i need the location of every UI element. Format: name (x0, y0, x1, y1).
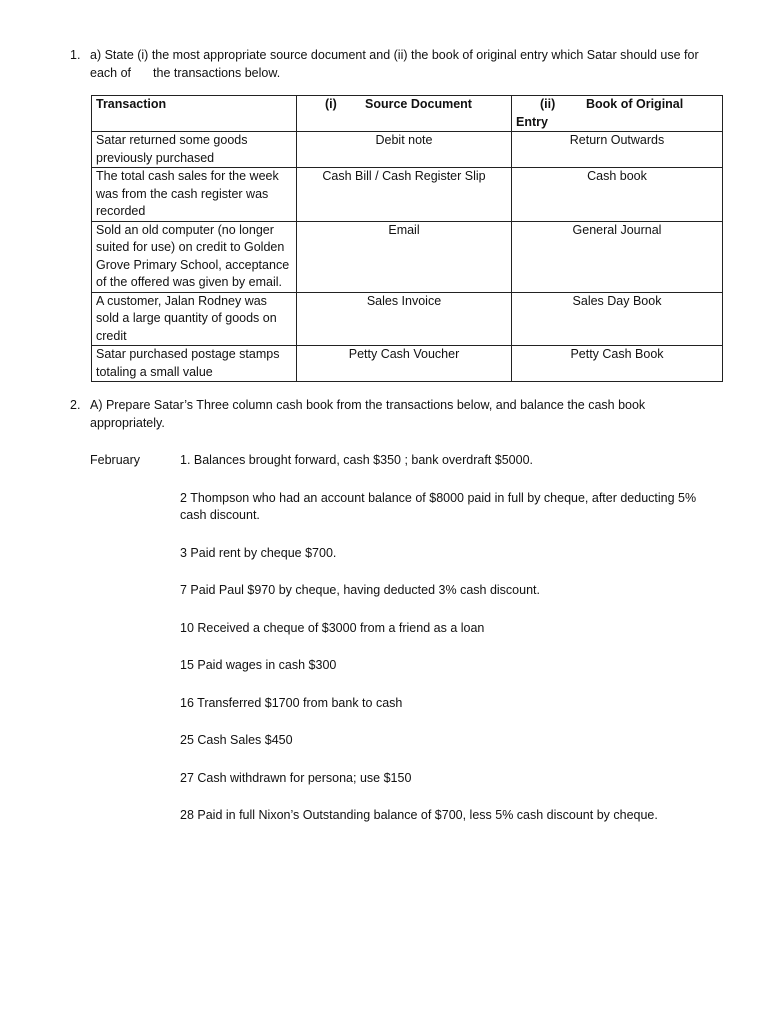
header-roman-i: (i) (325, 97, 337, 111)
table-row (92, 221, 723, 292)
list-item: 28 Paid in full Nixon’s Outstanding balance of $700, less 5% cash discount by cheque. (180, 808, 658, 822)
cell-source-document: Email (297, 221, 512, 292)
cell-book-entry: Petty Cash Book (512, 346, 723, 382)
list-item: 10 Received a cheque of $3000 from a friend as a loan (180, 620, 485, 635)
cell-book-entry: Return Outwards (512, 132, 723, 168)
list-item: 7 Paid Paul $970 by cheque, having deducted 3% cash discount. (180, 583, 540, 597)
list-item: 3 Paid rent by cheque $700. (180, 545, 337, 560)
cell-transaction: A customer, Jalan Rodney was sold a large quantity of goods on credit (92, 292, 297, 346)
cell-transaction: Satar purchased postage stamps totaling a small value (92, 346, 297, 382)
cell-book-entry: Sales Day Book (512, 292, 723, 346)
question-1 (70, 47, 720, 82)
cell-source-document: Petty Cash Voucher (297, 346, 512, 382)
list-item: 1. Balances brought forward, cash $350 ; bank overdraft $5000. (180, 453, 534, 467)
table-row (92, 132, 723, 168)
header-source-label: Source Document (365, 97, 472, 111)
cell-source-document: Cash Bill / Cash Register Slip (297, 168, 512, 222)
cell-transaction: The total cash sales for the week was from the cash register was recorded (92, 168, 297, 222)
list-item: 27 Cash withdrawn for persona; use $150 (180, 770, 412, 785)
question-2-text (90, 397, 720, 432)
table-row (92, 168, 723, 222)
cell-book-entry: General Journal (512, 221, 723, 292)
header-transaction: Transaction (92, 96, 297, 132)
question-1-text (90, 47, 720, 82)
header-book-of-original-entry (512, 96, 723, 132)
cell-source-document: Sales Invoice (297, 292, 512, 346)
transactions-table (91, 95, 723, 382)
question-2 (70, 397, 720, 432)
list-item: 15 Paid wages in cash $300 (180, 658, 337, 672)
list-item: 2 Thompson who had an account balance of $8000 paid in full by cheque, after deducting 5% cash discount. (180, 490, 697, 522)
table-header-row (92, 96, 723, 132)
question-1-line-2b: the transactions below. (153, 65, 281, 80)
cell-transaction: Satar returned some goods previously purchased (92, 132, 297, 168)
question-2-line-2: appropriately. (90, 415, 165, 430)
cell-source-document: Debit note (297, 132, 512, 168)
header-roman-ii: (ii) (540, 97, 556, 111)
table-row (92, 292, 723, 346)
month-label: February (90, 453, 141, 467)
question-1-line-1: a) State (i) the most appropriate source document and (ii) the book of original entry which Satar should use for (90, 48, 699, 62)
list-item: 25 Cash Sales $450 (180, 733, 293, 747)
question-1-line-2a: each of (90, 65, 132, 80)
cell-transaction: Sold an old computer (no longer suited for use) on credit to Golden Grove Primary School, acceptance of the offered was given by email. (92, 221, 297, 292)
transaction-list (180, 452, 720, 845)
question-1-line-2 (90, 65, 720, 83)
header-book-label: Book of Original Entry (516, 97, 684, 129)
table-row (92, 346, 723, 382)
question-1-number: 1. (70, 48, 81, 62)
header-source-document (297, 96, 512, 132)
question-2-line-1: A) Prepare Satar’s Three column cash book from the transactions below, and balance the cash book (90, 398, 646, 412)
list-item: 16 Transferred $1700 from bank to cash (180, 695, 403, 710)
cell-book-entry: Cash book (512, 168, 723, 222)
question-2-number: 2. (70, 398, 81, 412)
